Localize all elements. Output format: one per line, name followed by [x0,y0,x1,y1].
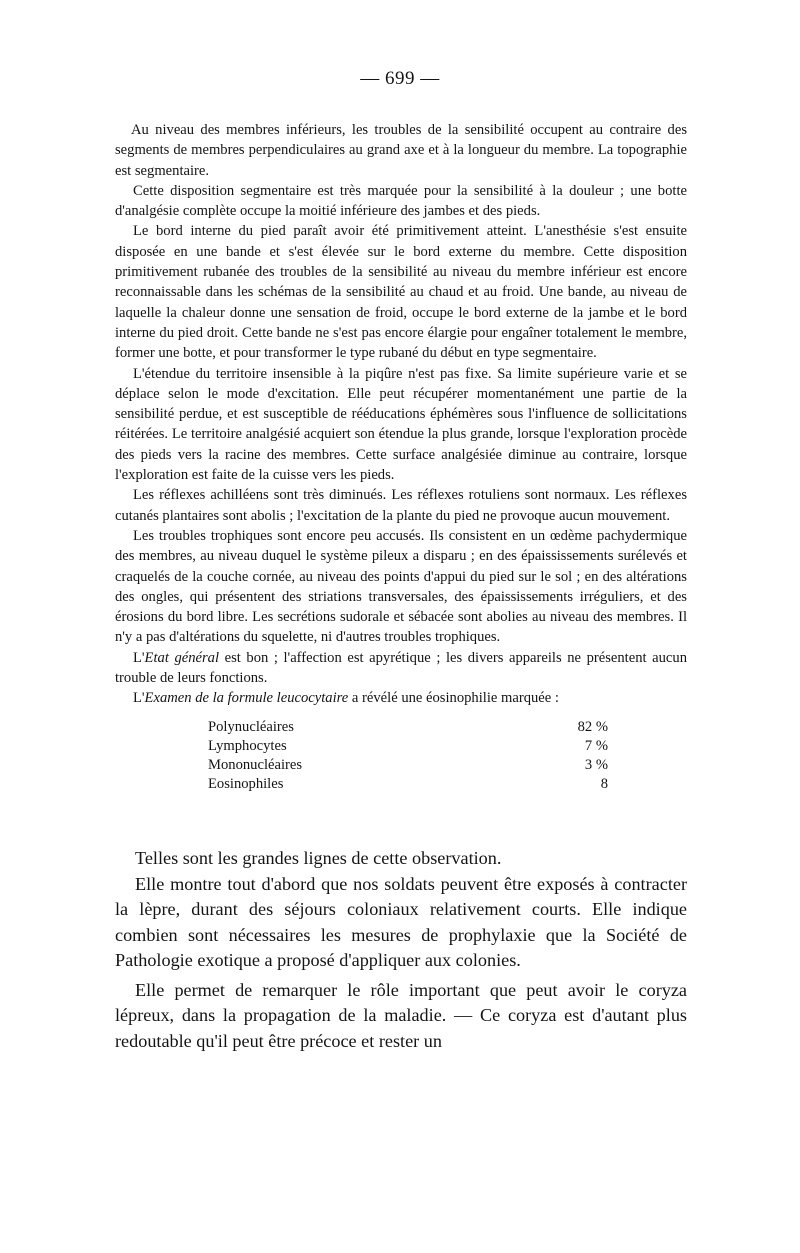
formula-label: Mononucléaires [208,756,303,773]
discussion-body [115,846,687,1054]
formula-label: Polynucléaires [208,718,294,735]
general-state-rest: est bon ; l'affection est apyrétique ; les divers appareils ne présentent aucun trouble de leurs fonctions. [115,649,687,687]
exam-rest: a révélé une éosinophilie marquée : [348,690,559,707]
paragraph-segmentary: Cette disposition segmentaire est très marquée pour la sensibilité à la douleur ; une botte d'analgésie complète occupe la moitié inférieure des jambes et des pieds. [115,182,687,220]
general-state-italic: Etat général [144,649,220,666]
case-report-body [115,120,687,793]
formula-row [208,717,608,736]
leukocyte-formula-table [208,717,608,793]
paragraph-coryza: Elle permet de remarquer le rôle important que peut avoir le coryza lépreux, dans la propagation de la maladie. — Ce coryza est d'autant plus redoutable qu'il peut être précoce et rester un [115,979,687,1051]
page-number: — 699 — [360,68,440,89]
formula-label: Eosinophiles [208,775,284,792]
paragraph-summary: Telles sont les grandes lignes de cette observation. [135,848,502,868]
formula-label: Lymphocytes [208,737,287,754]
formula-value: 82 % [577,718,608,735]
exam-italic: Examen de la formule leucocytaire [144,690,349,707]
general-state-lead: L' [133,649,145,666]
paragraph-reflexes: Les réflexes achilléens sont très diminués. Les réflexes rotuliens sont normaux. Les réflexes cutanés plantaires sont abolis ; l'excitation de la plante du pied ne provoque aucun mouvement. [115,487,687,524]
formula-row [208,774,608,793]
formula-value: 8 [600,775,608,792]
exam-lead: L' [133,690,145,707]
paragraph-general-state [115,648,687,689]
paragraph-soldiers-exposure: Elle montre tout d'abord que nos soldats peuvent être exposés à contracter la lèpre, durant des séjours coloniaux relativement courts. Elle indique combien sont nécessaires les mesures de prophylaxie que la Société de Pathologie exotique a proposé d'appliquer aux colonies. [115,873,687,970]
paragraph-territory-extent: L'étendue du territoire insensible à la piqûre n'est pas fixe. Sa limite supérieure varie et se déplace selon le mode d'excitation. Elle peut récupérer momentanément une partie de la sensibilité perdue, et est susceptible de rééducations éphémères sous l'influence de sollicitations réitérées. Le territoire analgésié acquiert son étendue la plus grande, lorsque l'exploration procède des pieds vers la racine des membres. Cette surface analgésiée diminue au contraire, lorsque l'exploration est faite de la cuisse vers les pieds. [115,365,687,484]
formula-row [208,755,608,774]
paragraph-lower-limbs: Au niveau des membres inférieurs, les troubles de la sensibilité occupent au contraire des segments de membres perpendiculaires au grand axe et à la longueur du membre. La topographie est segmentaire. [115,122,687,179]
formula-row [208,736,608,755]
formula-value: 7 % [584,737,608,754]
formula-value: 3 % [584,756,608,773]
paragraph-leukocyte-exam [115,688,687,708]
paragraph-trophic-troubles: Les troubles trophiques sont encore peu accusés. Ils consistent en un œdème pachydermique des membres, au niveau duquel le système pileux a disparu ; en des épaississements surélevés et craquelés de la couche cornée, au niveau des points d'appui du pied sur le sol ; en des altérations des ongles, qui présentent des striations transversales, des épaississements irréguliers, et des érosions du bord libre. Les secrétions sudorale et sébacée sont abolies au niveau des membres. Il n'y a pas d'altérations du squelette, ni d'autres troubles trophiques. [115,527,687,646]
paragraph-internal-edge: Le bord interne du pied paraît avoir été primitivement atteint. L'anesthésie s'est ensuite disposée en une bande et s'est élevée sur le bord externe du membre. Cette disposition primitivement rubanée des troubles de la sensibilité au niveau du membre inférieur est encore reconnaissable dans les schémas de la sensibilité au chaud et au froid. Une bande, au niveau de laquelle la chaleur donne une sensation de froid, occupe le bord externe de la jambe et le bord interne du pied droit. Cette bande ne s'est pas encore élargie pour engaîner totalement le membre, former une botte, et pour transformer le type rubané du début en type segmentaire. [115,223,687,362]
